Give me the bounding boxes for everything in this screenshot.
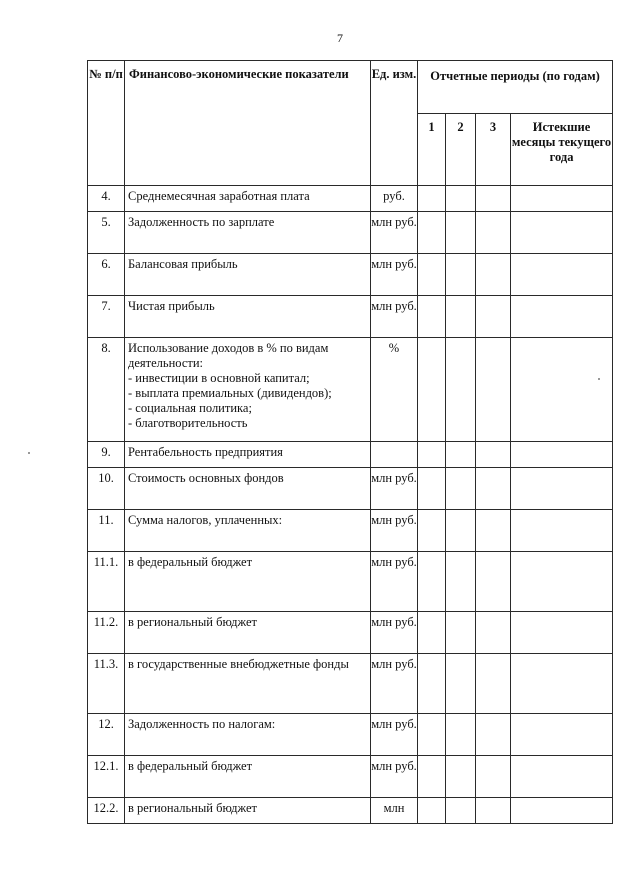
value-cell-period-1[interactable] (418, 798, 446, 824)
value-cell-period-3[interactable] (476, 212, 511, 254)
value-cell-period-1[interactable] (418, 186, 446, 212)
row-indicator (125, 468, 371, 510)
row-number: 11.1. (88, 552, 125, 612)
header-period-current: Истекшие месяцы текущего года (511, 114, 613, 186)
table-row (88, 338, 613, 442)
value-cell-period-2[interactable] (446, 338, 476, 442)
row-indicator (125, 212, 371, 254)
value-cell-period-3[interactable] (476, 510, 511, 552)
value-cell-period-2[interactable] (446, 186, 476, 212)
value-cell-period-2[interactable] (446, 212, 476, 254)
value-cell-period-current[interactable] (511, 468, 613, 510)
row-unit (371, 442, 418, 468)
table-row (88, 468, 613, 510)
value-cell-period-2[interactable] (446, 254, 476, 296)
table-row (88, 612, 613, 654)
value-cell-period-3[interactable] (476, 612, 511, 654)
value-cell-period-current[interactable] (511, 186, 613, 212)
value-cell-period-3[interactable] (476, 254, 511, 296)
value-cell-period-1[interactable] (418, 442, 446, 468)
header-num: № п/п (88, 61, 125, 186)
row-unit: млн руб. (371, 612, 418, 654)
indicator-text: Рентабельность предприятия (128, 445, 283, 459)
value-cell-period-current[interactable] (511, 212, 613, 254)
indicator-sub-item: - инвестиции в основной капитал; (128, 371, 310, 385)
value-cell-period-2[interactable] (446, 654, 476, 714)
value-cell-period-1[interactable] (418, 714, 446, 756)
table-row (88, 254, 613, 296)
indicator-text: Сумма налогов, уплаченных: (128, 513, 283, 527)
indicator-text: Балансовая прибыль (128, 257, 238, 271)
value-cell-period-3[interactable] (476, 714, 511, 756)
row-number: 7. (88, 296, 125, 338)
table-row (88, 798, 613, 824)
value-cell-period-3[interactable] (476, 756, 511, 798)
indicator-text: Чистая прибыль (128, 299, 215, 313)
table-row (88, 552, 613, 612)
row-unit: млн руб. (371, 552, 418, 612)
row-unit: млн руб. (371, 654, 418, 714)
value-cell-period-2[interactable] (446, 468, 476, 510)
value-cell-period-current[interactable] (511, 296, 613, 338)
row-number: 9. (88, 442, 125, 468)
row-indicator (125, 442, 371, 468)
value-cell-period-1[interactable] (418, 338, 446, 442)
row-indicator (125, 798, 371, 824)
value-cell-period-current[interactable] (511, 714, 613, 756)
row-number: 10. (88, 468, 125, 510)
value-cell-period-2[interactable] (446, 296, 476, 338)
value-cell-period-current[interactable] (511, 254, 613, 296)
header-unit: Ед. изм. (371, 61, 418, 186)
value-cell-period-current[interactable] (511, 510, 613, 552)
value-cell-period-current[interactable] (511, 654, 613, 714)
value-cell-period-2[interactable] (446, 552, 476, 612)
indicator-sub-item: - социальная политика; (128, 401, 252, 415)
row-number: 11. (88, 510, 125, 552)
table-row (88, 714, 613, 756)
table-row (88, 654, 613, 714)
row-unit: млн руб. (371, 296, 418, 338)
row-unit: млн руб. (371, 468, 418, 510)
value-cell-period-3[interactable] (476, 442, 511, 468)
row-indicator (125, 612, 371, 654)
row-number: 12.2. (88, 798, 125, 824)
row-indicator (125, 254, 371, 296)
indicator-text: Задолженность по налогам: (128, 717, 276, 731)
table-row (88, 186, 613, 212)
row-unit: млн (371, 798, 418, 824)
value-cell-period-1[interactable] (418, 468, 446, 510)
value-cell-period-2[interactable] (446, 798, 476, 824)
row-indicator (125, 654, 371, 714)
indicator-sub-item: - выплата премиальных (дивидендов); (128, 386, 332, 400)
value-cell-period-1[interactable] (418, 756, 446, 798)
indicator-sub-item: - благотворительность (128, 416, 248, 430)
row-indicator (125, 186, 371, 212)
header-period-1: 1 (418, 114, 446, 186)
row-unit: млн руб. (371, 756, 418, 798)
indicator-text: в федеральный бюджет (128, 759, 253, 773)
row-unit: млн руб. (371, 254, 418, 296)
row-number: 11.3. (88, 654, 125, 714)
value-cell-period-current[interactable] (511, 756, 613, 798)
financial-indicators-table (87, 60, 613, 824)
value-cell-period-2[interactable] (446, 510, 476, 552)
row-number: 11.2. (88, 612, 125, 654)
page-number: 7 (337, 31, 343, 45)
row-indicator (125, 338, 371, 442)
value-cell-period-2[interactable] (446, 442, 476, 468)
value-cell-period-2[interactable] (446, 756, 476, 798)
value-cell-period-3[interactable] (476, 296, 511, 338)
scan-speck (28, 452, 30, 454)
row-indicator (125, 714, 371, 756)
row-unit: % (371, 338, 418, 442)
value-cell-period-1[interactable] (418, 612, 446, 654)
table-row (88, 296, 613, 338)
value-cell-period-1[interactable] (418, 254, 446, 296)
value-cell-period-2[interactable] (446, 612, 476, 654)
value-cell-period-current[interactable] (511, 338, 613, 442)
value-cell-period-current[interactable] (511, 612, 613, 654)
header-periods: Отчетные периоды (по годам) (418, 61, 613, 114)
value-cell-period-current[interactable] (511, 442, 613, 468)
row-unit: руб. (371, 186, 418, 212)
value-cell-period-3[interactable] (476, 654, 511, 714)
value-cell-period-1[interactable] (418, 212, 446, 254)
row-indicator (125, 296, 371, 338)
header-period-3: 3 (476, 114, 511, 186)
row-unit: млн руб. (371, 212, 418, 254)
header-period-2: 2 (446, 114, 476, 186)
table-row (88, 510, 613, 552)
row-number: 5. (88, 212, 125, 254)
value-cell-period-3[interactable] (476, 468, 511, 510)
indicator-text: Стоимость основных фондов (128, 471, 284, 485)
table-row (88, 212, 613, 254)
indicator-text: в региональный бюджет (128, 615, 257, 629)
row-unit: млн руб. (371, 510, 418, 552)
value-cell-period-1[interactable] (418, 654, 446, 714)
value-cell-period-3[interactable] (476, 338, 511, 442)
indicator-text: Задолженность по зарплате (128, 215, 275, 229)
row-indicator (125, 552, 371, 612)
row-number: 4. (88, 186, 125, 212)
header-indicator: Финансово-экономические показатели (125, 61, 371, 186)
indicator-text: в региональный бюджет (128, 801, 257, 815)
table-row (88, 756, 613, 798)
indicator-text: Среднемесячная заработная плата (128, 189, 310, 203)
row-number: 6. (88, 254, 125, 296)
row-unit: млн руб. (371, 714, 418, 756)
value-cell-period-1[interactable] (418, 510, 446, 552)
row-number: 12.1. (88, 756, 125, 798)
row-indicator (125, 510, 371, 552)
value-cell-period-3[interactable] (476, 186, 511, 212)
row-indicator (125, 756, 371, 798)
indicator-text: в государственные внебюджетные фонды (128, 657, 349, 671)
table-row (88, 442, 613, 468)
scan-speck (598, 378, 600, 380)
indicator-text: в федеральный бюджет (128, 555, 253, 569)
row-number: 8. (88, 338, 125, 442)
value-cell-period-3[interactable] (476, 552, 511, 612)
value-cell-period-3[interactable] (476, 798, 511, 824)
value-cell-period-1[interactable] (418, 296, 446, 338)
value-cell-period-1[interactable] (418, 552, 446, 612)
indicator-text: Использование доходов в % по видам деятельности: (128, 341, 329, 370)
value-cell-period-current[interactable] (511, 798, 613, 824)
value-cell-period-2[interactable] (446, 714, 476, 756)
row-number: 12. (88, 714, 125, 756)
value-cell-period-current[interactable] (511, 552, 613, 612)
